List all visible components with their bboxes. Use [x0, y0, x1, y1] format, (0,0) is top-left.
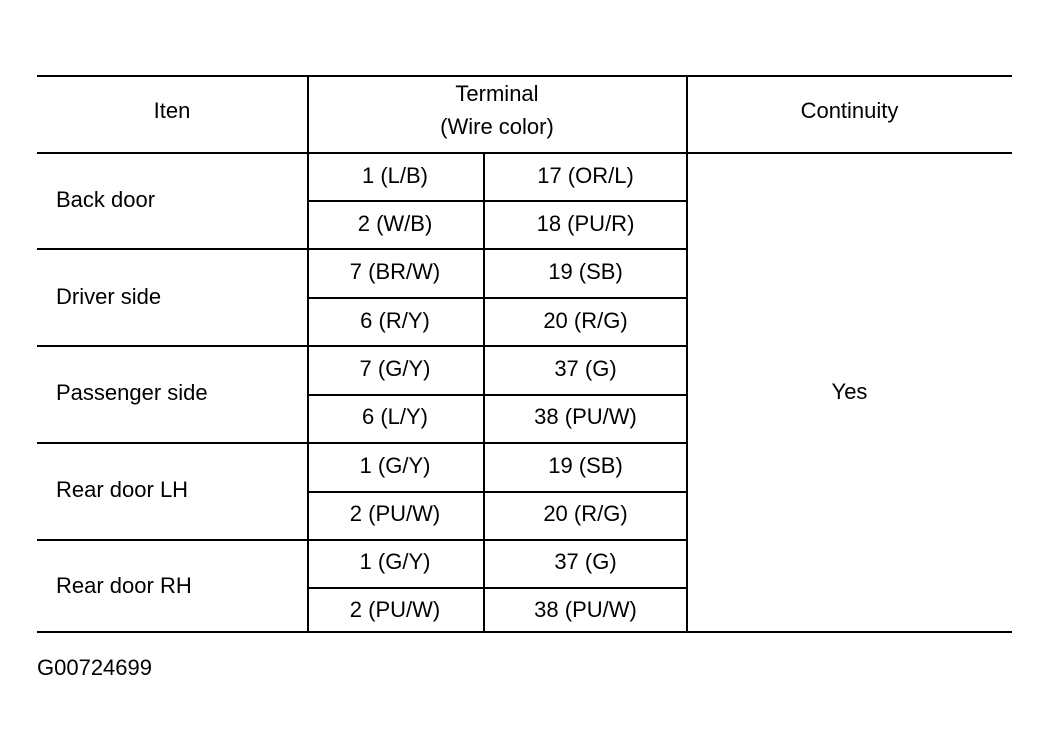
- terminal-cell: 1 (L/B): [361, 163, 429, 188]
- terminal-cell: 37 (G): [554, 356, 617, 381]
- terminal-cell: 1 (G/Y): [359, 549, 431, 574]
- row-divider: [307, 491, 687, 493]
- terminal-cell: 38 (PU/W): [534, 404, 637, 429]
- continuity-table: [37, 75, 1012, 632]
- group-label: Rear door RH: [56, 573, 192, 598]
- header-item: Iten: [153, 98, 191, 123]
- terminal-cell: 38 (PU/W): [534, 597, 637, 622]
- group-divider: [37, 442, 687, 444]
- table-top-border: [37, 75, 1012, 77]
- header-terminal: Terminal: [455, 81, 539, 106]
- group-divider: [37, 345, 687, 347]
- group-divider: [37, 539, 687, 541]
- terminal-cell: 20 (R/G): [543, 501, 628, 526]
- terminal-cell: 6 (L/Y): [361, 404, 429, 429]
- terminal-cell: 2 (PU/W): [349, 501, 441, 526]
- header-continuity: Continuity: [800, 98, 899, 123]
- group-label: Back door: [56, 187, 156, 212]
- terminal-cell: 2 (W/B): [357, 211, 433, 236]
- terminal-cell: 17 (OR/L): [537, 163, 634, 188]
- terminal-cell: 2 (PU/W): [349, 597, 441, 622]
- terminal-cell: 18 (PU/R): [536, 211, 635, 236]
- terminal-cell: 6 (R/Y): [360, 308, 430, 333]
- continuity-value: Yes: [831, 379, 868, 404]
- terminal-cell: 7 (BR/W): [349, 259, 441, 284]
- terminal-cell: 20 (R/G): [543, 308, 628, 333]
- figure-code: G00724699: [37, 655, 152, 680]
- row-divider: [307, 200, 687, 202]
- terminal-cell: 1 (G/Y): [359, 453, 431, 478]
- group-divider: [37, 248, 687, 250]
- terminal-cell: 19 (SB): [548, 259, 623, 284]
- terminal-cell: 7 (G/Y): [359, 356, 431, 381]
- group-label: Passenger side: [56, 380, 208, 405]
- row-divider: [307, 297, 687, 299]
- header-bottom-border: [37, 152, 1012, 154]
- terminal-cell: 19 (SB): [548, 453, 623, 478]
- header-wire-color: (Wire color): [440, 114, 554, 139]
- table-bottom-border: [37, 631, 1012, 633]
- row-divider: [307, 394, 687, 396]
- group-label: Driver side: [56, 284, 162, 309]
- terminal-cell: 37 (G): [554, 549, 617, 574]
- group-label: Rear door LH: [56, 477, 189, 502]
- row-divider: [307, 587, 687, 589]
